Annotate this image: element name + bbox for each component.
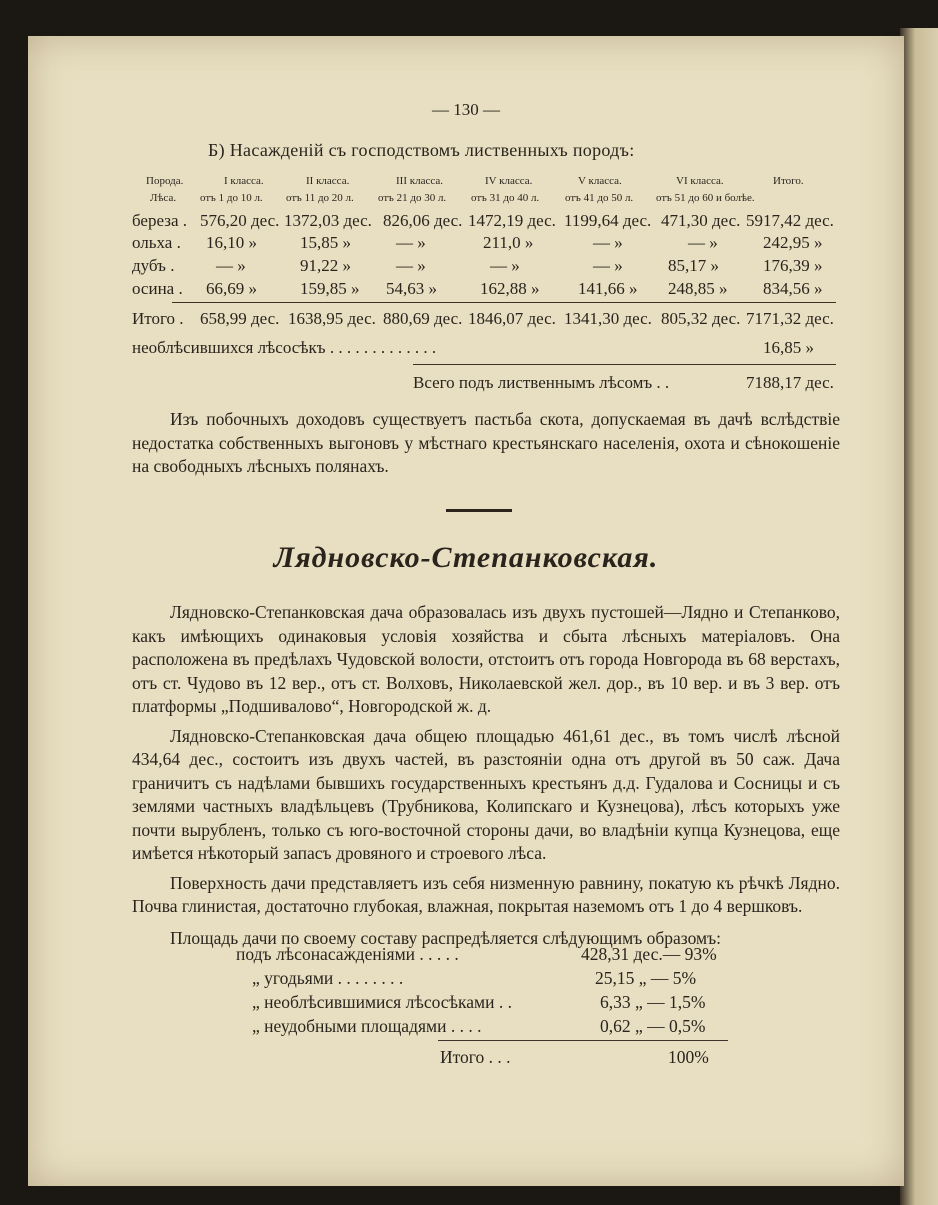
paragraph-text: Площадь дачи по своему составу распредѣляется слѣдующимъ образомъ: [170, 927, 722, 948]
table-cell: 805,32 дес. [661, 309, 741, 328]
table-cell: 576,20 дес. [200, 211, 280, 230]
table-cell: 16,10 » [206, 233, 257, 252]
grand-total-label: Всего подъ лиственнымъ лѣсомъ . . [413, 373, 670, 392]
table-cell: — » [216, 256, 246, 275]
table-cell: 1199,64 дес. [564, 211, 652, 230]
table-cell: — » [396, 233, 426, 252]
distribution-value: 25,15 „ — 5% [595, 968, 697, 988]
table-header-cell: отъ 11 до 20 л. [286, 192, 354, 204]
distribution-label: „ необлѣсившимися лѣсосѣками . . [252, 992, 512, 1012]
table-cell: 7171,32 дес. [746, 309, 834, 328]
table-header-cell: Итого. [773, 175, 804, 187]
grand-total-value: 7188,17 дес. [746, 373, 834, 392]
section-body [132, 601, 840, 950]
table-rule [413, 364, 836, 365]
unharvested-label: необлѣсившихся лѣсосѣкъ . . . . . . . . . . . . . [132, 338, 437, 357]
table-cell: 242,95 » [763, 233, 823, 252]
table-cell: 1372,03 дес. [284, 211, 372, 230]
table-cell: 1846,07 дес. [468, 309, 556, 328]
unharvested-value: 16,85 » [763, 338, 814, 357]
distribution-value: 428,31 дес.— 93% [581, 944, 717, 964]
distribution-value: 6,33 „ — 1,5% [600, 992, 706, 1012]
table-cell: 176,39 » [763, 256, 823, 275]
table-cell: 658,99 дес. [200, 309, 280, 328]
table-cell: 471,30 дес. [661, 211, 741, 230]
table-cell: береза . [132, 211, 187, 230]
table-header-cell: отъ 31 до 40 л. [471, 192, 540, 204]
paragraph-text: Изъ побочныхъ доходовъ существуетъ пастьба скота, допускаемая въ дачѣ вслѣдствіе недостатка собственныхъ выгоновъ у мѣстнаго крестьянскаго населенія, охота и сѣнокошеніе на свободныхъ лѣсныхъ полянахъ. [132, 409, 840, 476]
table-cell: — » [396, 256, 426, 275]
table-cell: 1638,95 дес. [288, 309, 376, 328]
table-title: Б) Насажденій съ господствомъ лиственныхъ породъ: [208, 140, 635, 160]
table-cell: осина . [132, 279, 183, 298]
table-cell: 141,66 » [578, 279, 638, 298]
table-cell: — » [593, 256, 623, 275]
distribution-label: „ угодьями . . . . . . . . [252, 968, 404, 988]
table-header-cell: V класса. [578, 175, 622, 187]
paragraph-text: Поверхность дачи представляетъ изъ себя низменную равнину, покатую къ рѣчкѣ Лядно. Почва глинистая, достаточно глубокая, влажная, покрытая наземомъ отъ 1 до 4 вершковъ. [132, 872, 840, 916]
income-paragraph [132, 408, 840, 479]
table-header-cell: отъ 1 до 10 л. [200, 192, 263, 204]
table-cell: 5917,42 дес. [746, 211, 834, 230]
table-header-cell: отъ 41 до 50 л. [565, 192, 634, 204]
table-header-cell: III класса. [396, 175, 443, 187]
distribution-label: „ неудобными площадями . . . . [252, 1016, 482, 1036]
page-number: — 130 — [432, 100, 500, 119]
table-cell: 54,63 » [386, 279, 437, 298]
distribution-total-value: 100% [668, 1047, 709, 1067]
table-cell: 159,85 » [300, 279, 360, 298]
distribution-label: подъ лѣсонасажденіями . . . . . [236, 944, 459, 964]
paragraph-text: Лядновско-Степанковская дача общею площадью 461,61 дес., въ томъ числѣ лѣсной 434,64 дес., состоитъ изъ двухъ частей, въ разстояніи одна отъ другой въ 50 саж. Дача граничитъ съ надѣлами бывшихъ государственныхъ крестьянъ д.д. Гудалова и Сосницы и съ землями частныхъ владѣльцевъ (Трубникова, Колипскаго и Кузнецова), лѣсъ которыхъ уже почти вырубленъ, только съ юго-восточной стороны дачи, во владѣніи купца Кузнецова, еще имѣется нѣкоторый запасъ дровяного и строевого лѣса. [132, 725, 840, 863]
table-cell: 880,69 дес. [383, 309, 463, 328]
table-cell: 162,88 » [480, 279, 540, 298]
distribution-value: 0,62 „ — 0,5% [600, 1016, 706, 1036]
table-cell: 1472,19 дес. [468, 211, 556, 230]
table-header-cell: IV класса. [485, 175, 533, 187]
distribution-rule [438, 1040, 728, 1041]
table-cell: 66,69 » [206, 279, 257, 298]
table-cell: дубъ . [132, 256, 175, 275]
table-cell: Итого . [132, 309, 184, 328]
table-header-cell: VI класса. [676, 175, 724, 187]
table-cell: — » [688, 233, 718, 252]
table-cell: 15,85 » [300, 233, 351, 252]
table-cell: 834,56 » [763, 279, 823, 298]
table-header-cell: Порода. [146, 175, 184, 187]
table-header-cell: Лѣса. [150, 192, 177, 204]
table-cell: — » [593, 233, 623, 252]
table-cell: 91,22 » [300, 256, 351, 275]
section-divider [446, 509, 512, 512]
distribution-total-label: Итого . . . [440, 1047, 511, 1067]
table-cell: 85,17 » [668, 256, 719, 275]
table-cell: 826,06 дес. [383, 211, 463, 230]
table-header-cell: II класса. [306, 175, 350, 187]
document-page [28, 36, 904, 1186]
table-header-cell: отъ 51 до 60 и болѣе. [656, 192, 755, 204]
table-cell: 211,0 » [483, 233, 534, 252]
table-cell: ольха . [132, 233, 181, 252]
book-spine [900, 28, 938, 1205]
table-header-cell: отъ 21 до 30 л. [378, 192, 447, 204]
paragraph-text: Лядновско-Степанковская дача образовалась изъ двухъ пустошей—Лядно и Степанково, какъ имѣющихъ одинаковыя условія хозяйства и сбыта лѣсныхъ матеріаловъ. Она расположена въ предѣлахъ Чудовской волости, отстоитъ отъ города Новгорода въ 68 верстахъ, отъ ст. Чудово въ 12 вер., отъ ст. Волховъ, Николаевской жел. дор., въ 10 вер. и въ 3 вер. отъ платформы „Подшивалово“, Новгородской ж. д. [132, 602, 840, 716]
table-cell: 248,85 » [668, 279, 728, 298]
table-rule [172, 302, 836, 303]
table-cell: 1341,30 дес. [564, 309, 652, 328]
table-header-cell: I класса. [224, 175, 264, 187]
table-cell: — » [490, 256, 520, 275]
section-heading: Лядновско-Степанковская. [273, 541, 659, 574]
